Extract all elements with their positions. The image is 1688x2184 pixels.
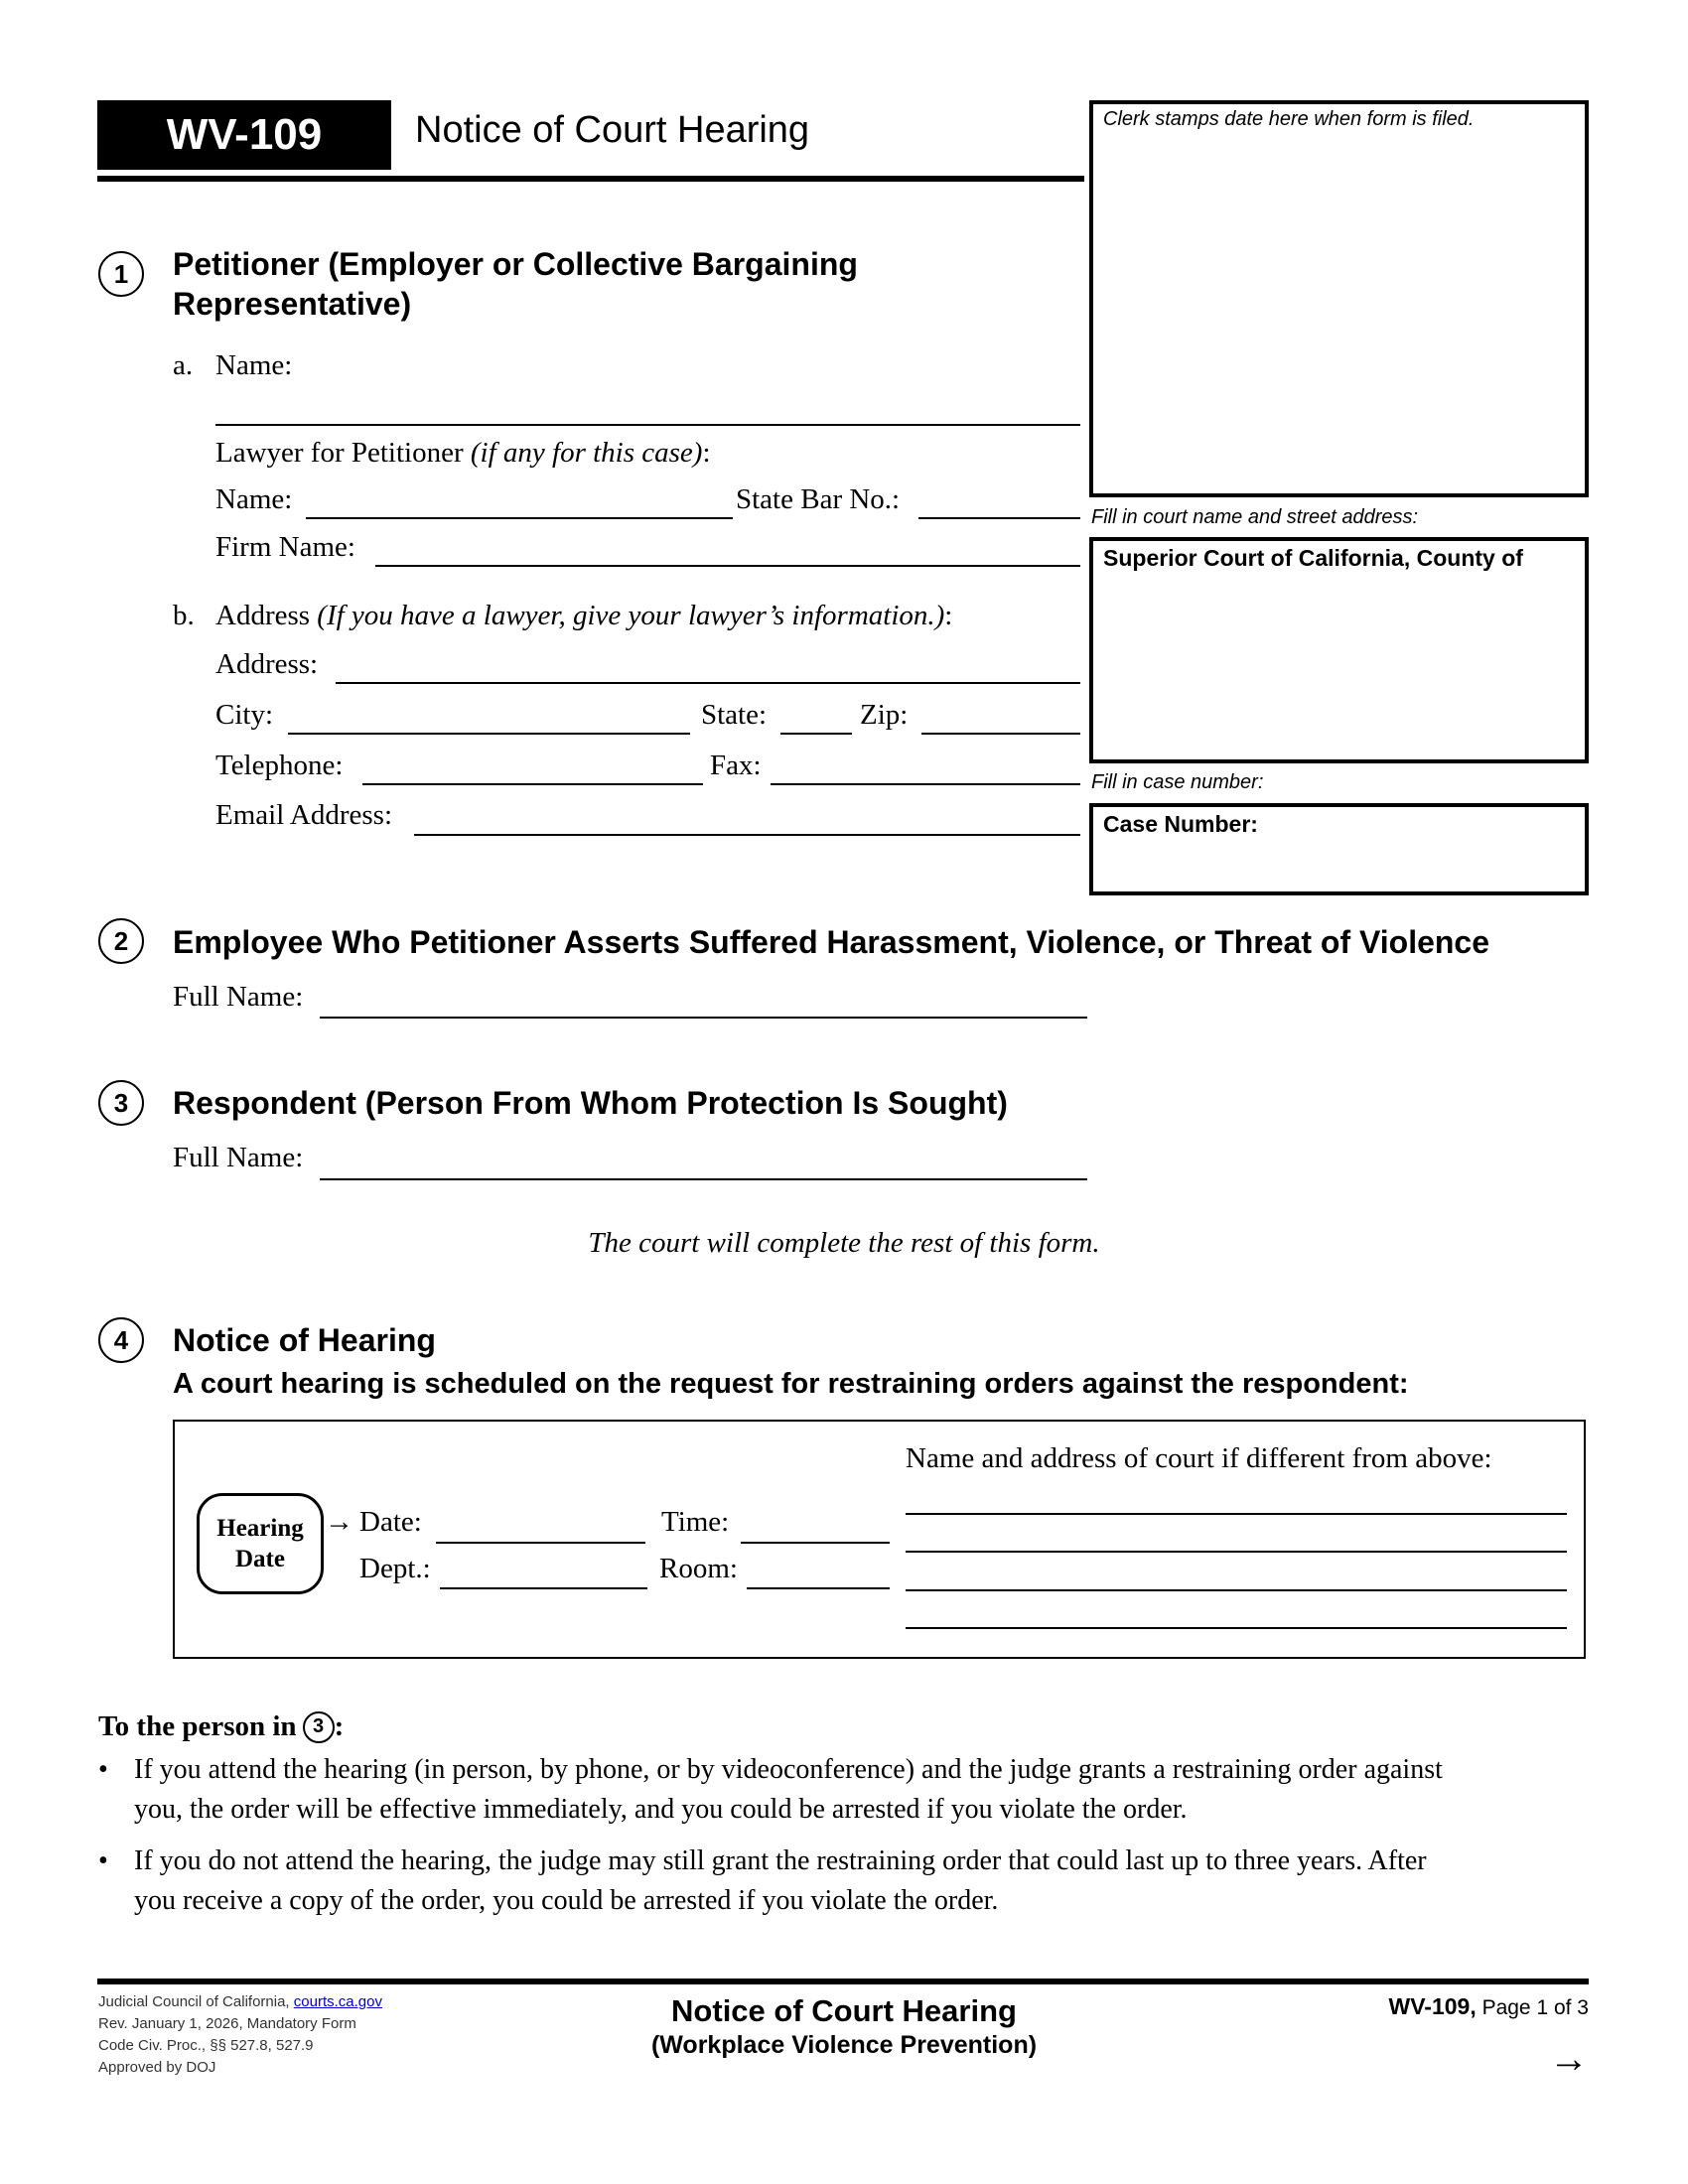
section-4-marker [98,1317,144,1363]
notice-intro-text: To the person in [98,1710,297,1742]
email-field[interactable] [414,834,1080,836]
alt-court-line-1[interactable] [906,1513,1567,1515]
address-note: (If you have a lawyer, give your lawyer’s information.) [317,600,945,631]
footer-code: Code Civ. Proc., §§ 527.8, 527.9 [98,2037,314,2054]
room-label: Room: [659,1553,738,1584]
lawyer-note: (if any for this case) [470,437,703,469]
footer-approved: Approved by DOJ [98,2059,216,2076]
section-1-title-line2: Representative) [173,286,412,322]
state-bar-label: State Bar No.: [736,483,901,515]
date-label: Date: [359,1506,422,1538]
notice-intro [98,1710,344,1743]
bullet-line: you, the order will be effective immediately, and you could be arrested if you violate the order. [134,1794,1188,1825]
bullet-line: If you attend the hearing (in person, by phone, or by videoconference) and the judge grants a restraining order against [134,1754,1443,1785]
court-address-box[interactable] [1089,537,1589,763]
fax-field[interactable] [771,783,1080,785]
section-number: 4 [113,1324,129,1355]
section-number: 2 [113,925,129,956]
address-heading: Address [215,600,311,631]
footer-council: Judicial Council of California, [98,1993,294,2010]
hearing-room-field[interactable] [747,1587,890,1589]
telephone-field[interactable] [362,783,703,785]
colon: : [944,600,953,631]
zip-label: Zip: [860,699,909,731]
alt-court-line-3[interactable] [906,1589,1567,1591]
clerk-stamp-label: Clerk stamps date here when form is filed. [1103,108,1475,130]
arrow-icon: → [325,1506,353,1538]
bullet-icon: • [98,1754,108,1785]
case-number-box[interactable] [1089,803,1589,895]
case-number-caption: Fill in case number: [1091,771,1264,793]
address-label: Address: [215,648,319,680]
petitioner-name-field[interactable] [215,424,1080,426]
petitioner-name-label: Name: [215,349,293,381]
section-3-marker [98,1080,144,1126]
bullet-icon: • [98,1845,108,1876]
notice-bullet [98,1750,1588,1830]
hearing-date-field[interactable] [436,1542,645,1544]
alt-court-line-4[interactable] [906,1627,1567,1629]
hearing-time-field[interactable] [741,1542,890,1544]
notice-bullet [98,1842,1588,1921]
court-name-prefix: Superior Court of California, County of [1103,545,1523,571]
next-page-arrow-icon[interactable]: → [1549,2037,1589,2081]
item-b-marker: b. [173,600,195,631]
respondent-full-name-label: Full Name: [173,1142,304,1173]
section-4-title: Notice of Hearing [173,1322,436,1358]
footer-rule [97,1979,1589,1984]
alt-court-line-2[interactable] [906,1551,1567,1553]
firm-name-label: Firm Name: [215,531,355,563]
section-1-title [173,244,858,324]
firm-name-field[interactable] [375,565,1080,567]
court-address-caption: Fill in court name and street address: [1091,506,1419,528]
section-3-reference: 3 [303,1711,335,1743]
section-3-title: Respondent (Person From Whom Protection Is Sought) [173,1085,1008,1121]
form-title: Notice of Court Hearing [415,109,810,151]
time-label: Time: [661,1506,730,1538]
section-2-title: Employee Who Petitioner Asserts Suffered Harassment, Violence, or Threat of Violence [173,924,1490,960]
colon: : [702,437,711,469]
item-a-marker: a. [173,349,194,381]
badge-line1: Hearing [216,1515,304,1542]
footer-form-id: WV-109, [1388,1993,1477,2019]
lawyer-name-field[interactable] [306,517,733,519]
lawyer-name-label: Name: [215,483,293,515]
section-2-marker [98,918,144,964]
hearing-date-badge [197,1493,324,1594]
employee-full-name-field[interactable] [320,1017,1087,1019]
form-id: WV-109 [166,110,323,159]
section-4-subtitle: A court hearing is scheduled on the request for restraining orders against the respondent: [173,1368,1409,1400]
section-number: 3 [113,1087,129,1118]
case-number-label: Case Number: [1103,811,1258,837]
footer-center [546,1993,1142,2060]
section-1-title-line1: Petitioner (Employer or Collective Bargaining [173,246,858,282]
footer-rev: Rev. January 1, 2026, Mandatory Form [98,2015,356,2032]
bullet-line: If you do not attend the hearing, the judge may still grant the restraining order that could last up to three years. After [134,1845,1427,1876]
footer-page-number: Page 1 of 3 [1476,1996,1589,2019]
address-field[interactable] [336,682,1080,684]
clerk-stamp-box [1089,100,1589,497]
lawyer-label: Lawyer for Petitioner [215,437,464,469]
telephone-label: Telephone: [215,750,344,781]
section-number: 1 [113,258,129,289]
hearing-dept-field[interactable] [440,1587,647,1589]
zip-field[interactable] [921,733,1080,735]
alt-court-label: Name and address of court if different from above: [906,1442,1492,1474]
state-bar-field[interactable] [918,517,1080,519]
footer-subtitle: (Workplace Violence Prevention) [650,2031,1038,2059]
header-rule [97,176,1084,182]
badge-line2: Date [235,1546,285,1572]
respondent-full-name-field[interactable] [320,1178,1087,1180]
fax-label: Fax: [710,750,762,781]
colon: : [334,1710,345,1742]
city-field[interactable] [288,733,690,735]
footer-page-info [1389,1993,1589,2020]
footer-left [98,1991,382,2079]
employee-full-name-label: Full Name: [173,981,304,1013]
form-id-badge [97,100,391,170]
state-field[interactable] [780,733,852,735]
footer-title: Notice of Court Hearing [671,1993,1017,2028]
email-label: Email Address: [215,799,393,831]
courts-link[interactable]: courts.ca.gov [293,1993,382,2010]
city-label: City: [215,699,274,731]
section-1-marker [98,251,144,297]
bullet-line: you receive a copy of the order, you could be arrested if you violate the order. [134,1885,999,1916]
court-completes-note: The court will complete the rest of this form. [588,1227,1100,1259]
state-label: State: [701,699,768,731]
lawyer-label-row [215,437,711,470]
dept-label: Dept.: [359,1553,431,1584]
address-heading-row [215,600,952,632]
